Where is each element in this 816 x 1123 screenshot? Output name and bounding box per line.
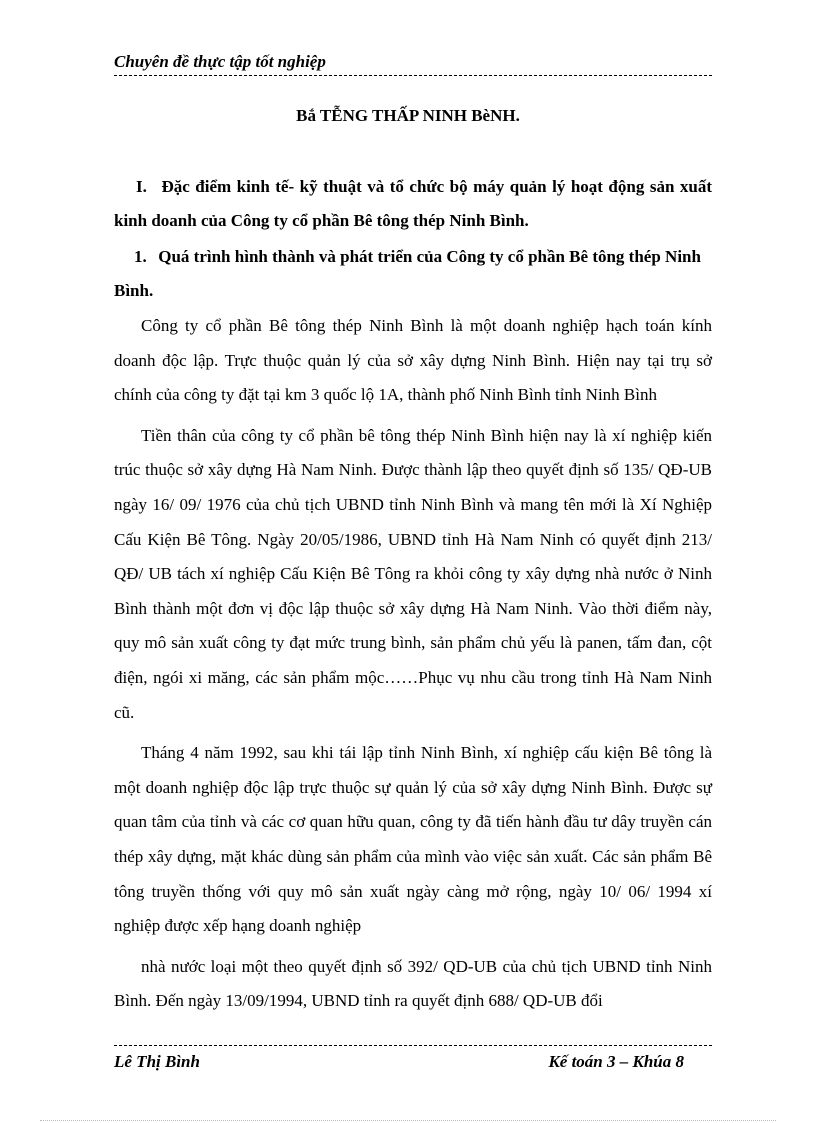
document-body	[114, 170, 712, 1019]
paragraph-2: Tiền thân của công ty cổ phần bê tông thép Ninh Bình hiện nay là xí nghiệp kiến trúc thuộc sở xây dựng Hà Nam Ninh. Được thành lập theo quyết định số 135/ QĐ-UB ngày 16/ 09/ 1976 của chủ tịch UBND tỉnh Ninh Bình và mang tên mới là Xí Nghiệp Cấu Kiện Bê Tông. Ngày 20/05/1986, UBND tỉnh Hà Nam Ninh có quyết định 213/ QĐ/ UB tách xí nghiệp Cấu Kiện Bê Tông ra khỏi công ty xây dựng nhà nước ở Ninh Bình thành một đơn vị độc lập thuộc sở xây dựng Hà Nam Ninh. Vào thời điểm này, quy mô sản xuất công ty đạt mức trung bình, sản phẩm chủ yếu là panen, tấm đan, cột điện, ngói xi măng, các sản phẩm mộc……Phục vụ nhu cầu trong tỉnh Hà Nam Ninh cũ.	[114, 425, 712, 722]
section-text: Đặc điểm kinh tế- kỹ thuật và tổ chức bộ máy quản lý hoạt động sản xuất kinh doanh của Công ty cổ phần Bê tông thép Ninh Bình.	[114, 177, 713, 230]
header-divider	[114, 75, 712, 76]
section-heading	[114, 170, 712, 238]
footer-divider	[114, 1045, 712, 1046]
subsection-number: 1.	[134, 247, 147, 266]
footer-class-info: Kế toán 3 – Khúa 8	[548, 1052, 684, 1071]
subsection-text: Quá trình hình thành và phát triển của Công ty cổ phần Bê tông thép Ninh Bình.	[114, 247, 701, 300]
page-bottom-edge	[40, 1120, 776, 1121]
subsection-heading	[114, 240, 712, 308]
paragraph-3: Tháng 4 năm 1992, sau khi tái lập tỉnh Ninh Bình, xí nghiệp cấu kiện Bê tông là một doanh nghiệp độc lập trực thuộc sự quản lý của sở xây dựng Ninh Bình. Được sự quan tâm của tỉnh và các cơ quan hữu quan, công ty đã tiến hành đầu tư dây truyền cán thép xây dựng, mặt khác dùng sản phẩm của mình vào việc sản xuất. Các sản phẩm Bê tông truyền thống với quy mô sản xuất ngày càng mở rộng, ngày 10/ 06/ 1994 xí nghiệp được xếp hạng doanh nghiệp	[114, 743, 712, 936]
footer-author: Lê Thị Bình	[114, 1052, 200, 1071]
section-number: I.	[136, 177, 147, 196]
paragraph-4: nhà nước loại một theo quyết định số 392/ QD-UB của chủ tịch UBND tỉnh Ninh Bình. Đến ngày 13/09/1994, UBND tỉnh ra quyết định 688/ QD-UB đổi	[114, 956, 712, 1011]
page-header-title: Chuyên đề thực tập tốt nghiệp	[114, 52, 326, 71]
document-heading: Bắ TỄNG THẤP NINH BèNH.	[296, 106, 520, 125]
paragraph-1: Công ty cổ phần Bê tông thép Ninh Bình là một doanh nghiệp hạch toán kính doanh độc lập. Trực thuộc quản lý của sở xây dựng Ninh Bình. Hiện nay tại trụ sở chính của công ty đặt tại km 3 quốc lộ 1A, thành phố Ninh Bình tỉnh Ninh Bình	[114, 316, 712, 405]
